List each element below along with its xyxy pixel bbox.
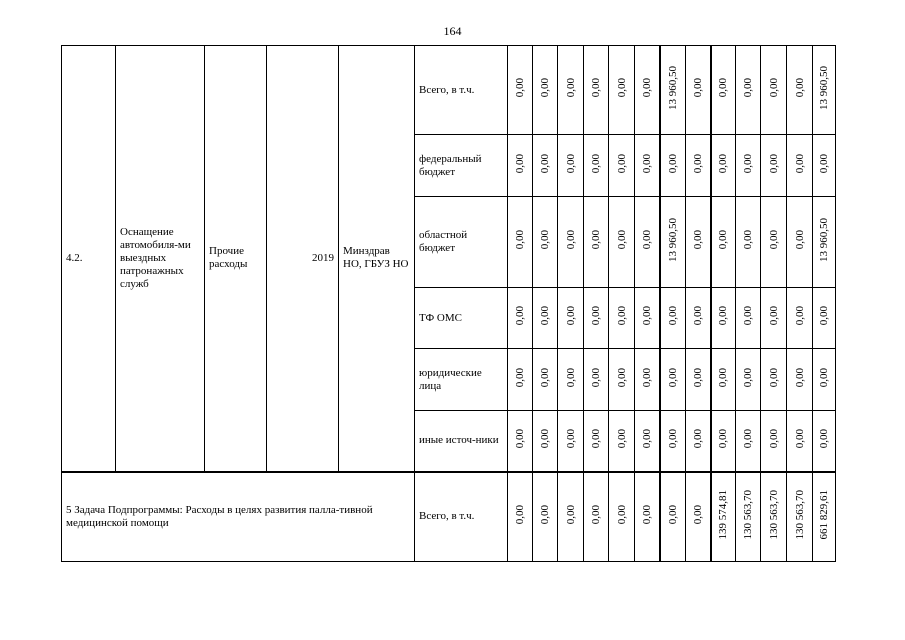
value-cell xyxy=(686,472,711,562)
value-cell xyxy=(533,46,558,135)
value-text: 0,00 xyxy=(564,367,577,388)
value-cell xyxy=(533,197,558,288)
value-cell xyxy=(736,411,761,472)
value-text: 130 563,70 xyxy=(767,490,780,540)
value-cell xyxy=(787,135,813,197)
value-text: 0,00 xyxy=(640,306,653,326)
value-cell xyxy=(711,288,736,349)
value-text: 0,00 xyxy=(691,78,704,98)
value-text: 0,00 xyxy=(767,306,780,326)
value-cell xyxy=(508,472,533,562)
funding-source: иные источ-ники xyxy=(415,411,508,472)
value-cell xyxy=(609,472,635,562)
value-cell xyxy=(660,288,686,349)
value-cell xyxy=(635,288,660,349)
value-text: 0,00 xyxy=(590,153,602,174)
value-text: 0,00 xyxy=(691,429,704,449)
value-cell xyxy=(508,288,533,349)
value-cell xyxy=(686,46,711,135)
value-text: 0,00 xyxy=(767,230,780,250)
task-title: 5 Задача Подпрограммы: Расходы в целях развития палла-тивной медицинской помощи xyxy=(62,472,415,562)
value-text: 13 960,50 xyxy=(666,218,679,262)
value-cell xyxy=(813,349,836,411)
value-cell xyxy=(558,46,584,135)
value-text: 0,00 xyxy=(564,78,577,98)
value-text: 0,00 xyxy=(539,429,551,449)
value-text: 0,00 xyxy=(539,367,551,388)
item-year: 2019 xyxy=(267,46,339,472)
item-rows xyxy=(62,46,836,562)
value-cell xyxy=(508,197,533,288)
value-cell xyxy=(711,411,736,472)
value-text: 0,00 xyxy=(615,230,628,250)
value-cell xyxy=(558,288,584,349)
value-text: 0,00 xyxy=(590,367,602,388)
value-text: 0,00 xyxy=(742,230,754,250)
funding-source: Всего, в т.ч. xyxy=(415,46,508,135)
value-cell xyxy=(761,411,787,472)
value-text: 0,00 xyxy=(691,230,704,250)
value-text: 0,00 xyxy=(590,78,602,98)
funding-source: ТФ ОМС xyxy=(415,288,508,349)
value-cell xyxy=(533,288,558,349)
value-cell xyxy=(635,349,660,411)
value-cell xyxy=(787,197,813,288)
value-text: 0,00 xyxy=(666,505,679,525)
value-text: 130 563,70 xyxy=(793,490,806,540)
table-row xyxy=(62,46,836,135)
value-text: 0,00 xyxy=(666,306,679,326)
value-cell xyxy=(508,411,533,472)
value-cell xyxy=(533,411,558,472)
item-expense-type: Прочие расходы xyxy=(205,46,267,472)
value-cell xyxy=(584,197,609,288)
value-cell xyxy=(787,411,813,472)
value-cell xyxy=(508,135,533,197)
value-cell xyxy=(686,288,711,349)
value-text: 0,00 xyxy=(717,429,730,449)
value-text: 0,00 xyxy=(742,367,754,388)
value-text: 0,00 xyxy=(590,429,602,449)
value-text: 0,00 xyxy=(742,78,754,98)
task-row xyxy=(62,472,836,562)
value-cell xyxy=(686,349,711,411)
value-cell xyxy=(584,411,609,472)
value-cell xyxy=(584,472,609,562)
value-text: 0,00 xyxy=(666,367,679,388)
value-text: 0,00 xyxy=(767,153,780,174)
value-cell xyxy=(660,135,686,197)
value-cell xyxy=(787,46,813,135)
value-cell xyxy=(660,46,686,135)
value-text: 0,00 xyxy=(640,505,653,525)
value-cell xyxy=(533,349,558,411)
value-cell xyxy=(813,46,836,135)
value-text: 0,00 xyxy=(691,367,704,388)
value-text: 0,00 xyxy=(539,230,551,250)
value-text: 0,00 xyxy=(717,230,730,250)
value-text: 0,00 xyxy=(514,230,526,250)
value-text: 0,00 xyxy=(539,153,551,174)
funding-source: юридические лица xyxy=(415,349,508,411)
value-cell xyxy=(736,135,761,197)
value-text: 0,00 xyxy=(818,367,830,388)
value-cell xyxy=(686,197,711,288)
value-cell xyxy=(787,472,813,562)
item-name: Оснащение автомобиля-ми выездных патронажных служб xyxy=(116,46,205,472)
value-text: 0,00 xyxy=(514,429,526,449)
value-text: 0,00 xyxy=(514,306,526,326)
value-text: 0,00 xyxy=(640,153,653,174)
value-cell xyxy=(787,288,813,349)
value-cell xyxy=(761,472,787,562)
value-text: 0,00 xyxy=(564,429,577,449)
value-cell xyxy=(686,411,711,472)
value-text: 0,00 xyxy=(818,429,830,449)
value-cell xyxy=(635,135,660,197)
value-text: 13 960,50 xyxy=(818,66,830,110)
value-cell xyxy=(761,197,787,288)
value-text: 0,00 xyxy=(742,429,754,449)
value-text: 0,00 xyxy=(590,230,602,250)
value-text: 0,00 xyxy=(514,153,526,174)
value-text: 0,00 xyxy=(666,429,679,449)
value-cell xyxy=(558,197,584,288)
value-text: 0,00 xyxy=(666,153,679,174)
value-text: 13 960,50 xyxy=(818,218,830,262)
value-text: 0,00 xyxy=(717,306,730,326)
value-text: 130 563,70 xyxy=(742,490,754,540)
value-cell xyxy=(711,349,736,411)
value-cell xyxy=(609,135,635,197)
page-number: 164 xyxy=(443,24,462,38)
value-cell xyxy=(584,46,609,135)
value-text: 0,00 xyxy=(640,367,653,388)
value-cell xyxy=(660,472,686,562)
value-cell xyxy=(558,135,584,197)
value-text: 0,00 xyxy=(615,429,628,449)
value-text: 0,00 xyxy=(539,505,551,525)
value-cell xyxy=(508,349,533,411)
value-text: 0,00 xyxy=(793,306,806,326)
value-text: 0,00 xyxy=(514,78,526,98)
value-text: 0,00 xyxy=(615,153,628,174)
value-cell xyxy=(635,197,660,288)
value-text: 0,00 xyxy=(564,153,577,174)
value-text: 0,00 xyxy=(767,78,780,98)
value-cell xyxy=(635,472,660,562)
value-cell xyxy=(584,288,609,349)
value-cell xyxy=(736,197,761,288)
value-text: 0,00 xyxy=(793,78,806,98)
funding-source: федеральный бюджет xyxy=(415,135,508,197)
value-text: 0,00 xyxy=(742,306,754,326)
value-text: 0,00 xyxy=(793,230,806,250)
value-cell xyxy=(609,46,635,135)
value-text: 0,00 xyxy=(615,306,628,326)
value-cell xyxy=(761,46,787,135)
value-cell xyxy=(761,135,787,197)
item-code: 4.2. xyxy=(62,46,116,472)
value-text: 0,00 xyxy=(539,306,551,326)
value-text: 0,00 xyxy=(590,505,602,525)
value-text: 13 960,50 xyxy=(666,66,679,110)
value-text: 0,00 xyxy=(640,78,653,98)
value-text: 0,00 xyxy=(793,153,806,174)
value-cell xyxy=(736,349,761,411)
value-cell xyxy=(761,349,787,411)
value-cell xyxy=(711,135,736,197)
value-cell xyxy=(736,472,761,562)
value-cell xyxy=(609,288,635,349)
value-text: 661 829,61 xyxy=(818,490,830,540)
value-cell xyxy=(558,411,584,472)
value-text: 0,00 xyxy=(717,153,730,174)
value-text: 0,00 xyxy=(742,153,754,174)
value-cell xyxy=(660,197,686,288)
budget-table xyxy=(61,45,836,562)
value-text: 0,00 xyxy=(767,429,780,449)
value-text: 0,00 xyxy=(717,78,730,98)
value-cell xyxy=(508,46,533,135)
value-cell xyxy=(813,197,836,288)
value-text: 0,00 xyxy=(590,306,602,326)
value-cell xyxy=(584,349,609,411)
value-text: 0,00 xyxy=(767,367,780,388)
value-text: 0,00 xyxy=(615,505,628,525)
value-text: 0,00 xyxy=(640,230,653,250)
value-cell xyxy=(736,288,761,349)
value-cell xyxy=(609,197,635,288)
value-cell xyxy=(711,472,736,562)
value-cell xyxy=(813,411,836,472)
value-text: 0,00 xyxy=(793,367,806,388)
value-text: 0,00 xyxy=(514,367,526,388)
value-text: 0,00 xyxy=(615,367,628,388)
value-cell xyxy=(813,288,836,349)
value-text: 0,00 xyxy=(640,429,653,449)
value-cell xyxy=(609,411,635,472)
value-text: 0,00 xyxy=(564,230,577,250)
value-cell xyxy=(635,46,660,135)
value-text: 0,00 xyxy=(615,78,628,98)
value-cell xyxy=(711,197,736,288)
value-cell xyxy=(533,135,558,197)
value-text: 0,00 xyxy=(691,306,704,326)
value-cell xyxy=(660,349,686,411)
value-text: 0,00 xyxy=(818,306,830,326)
value-cell xyxy=(813,472,836,562)
value-text: 0,00 xyxy=(717,367,730,388)
value-text: 139 574,81 xyxy=(717,490,730,540)
value-text: 0,00 xyxy=(564,505,577,525)
value-cell xyxy=(736,46,761,135)
value-cell xyxy=(761,288,787,349)
value-cell xyxy=(609,349,635,411)
value-text: 0,00 xyxy=(818,153,830,174)
value-cell xyxy=(711,46,736,135)
funding-source: областной бюджет xyxy=(415,197,508,288)
value-cell xyxy=(787,349,813,411)
value-text: 0,00 xyxy=(514,505,526,525)
value-cell xyxy=(584,135,609,197)
value-text: 0,00 xyxy=(564,306,577,326)
value-cell xyxy=(813,135,836,197)
value-cell xyxy=(558,349,584,411)
value-text: 0,00 xyxy=(691,153,704,174)
value-text: 0,00 xyxy=(539,78,551,98)
value-cell xyxy=(558,472,584,562)
value-text: 0,00 xyxy=(793,429,806,449)
funding-source: Всего, в т.ч. xyxy=(415,472,508,562)
value-cell xyxy=(660,411,686,472)
value-cell xyxy=(635,411,660,472)
value-cell xyxy=(533,472,558,562)
value-cell xyxy=(686,135,711,197)
value-text: 0,00 xyxy=(691,505,704,525)
item-executor: Минздрав НО, ГБУЗ НО xyxy=(339,46,415,472)
